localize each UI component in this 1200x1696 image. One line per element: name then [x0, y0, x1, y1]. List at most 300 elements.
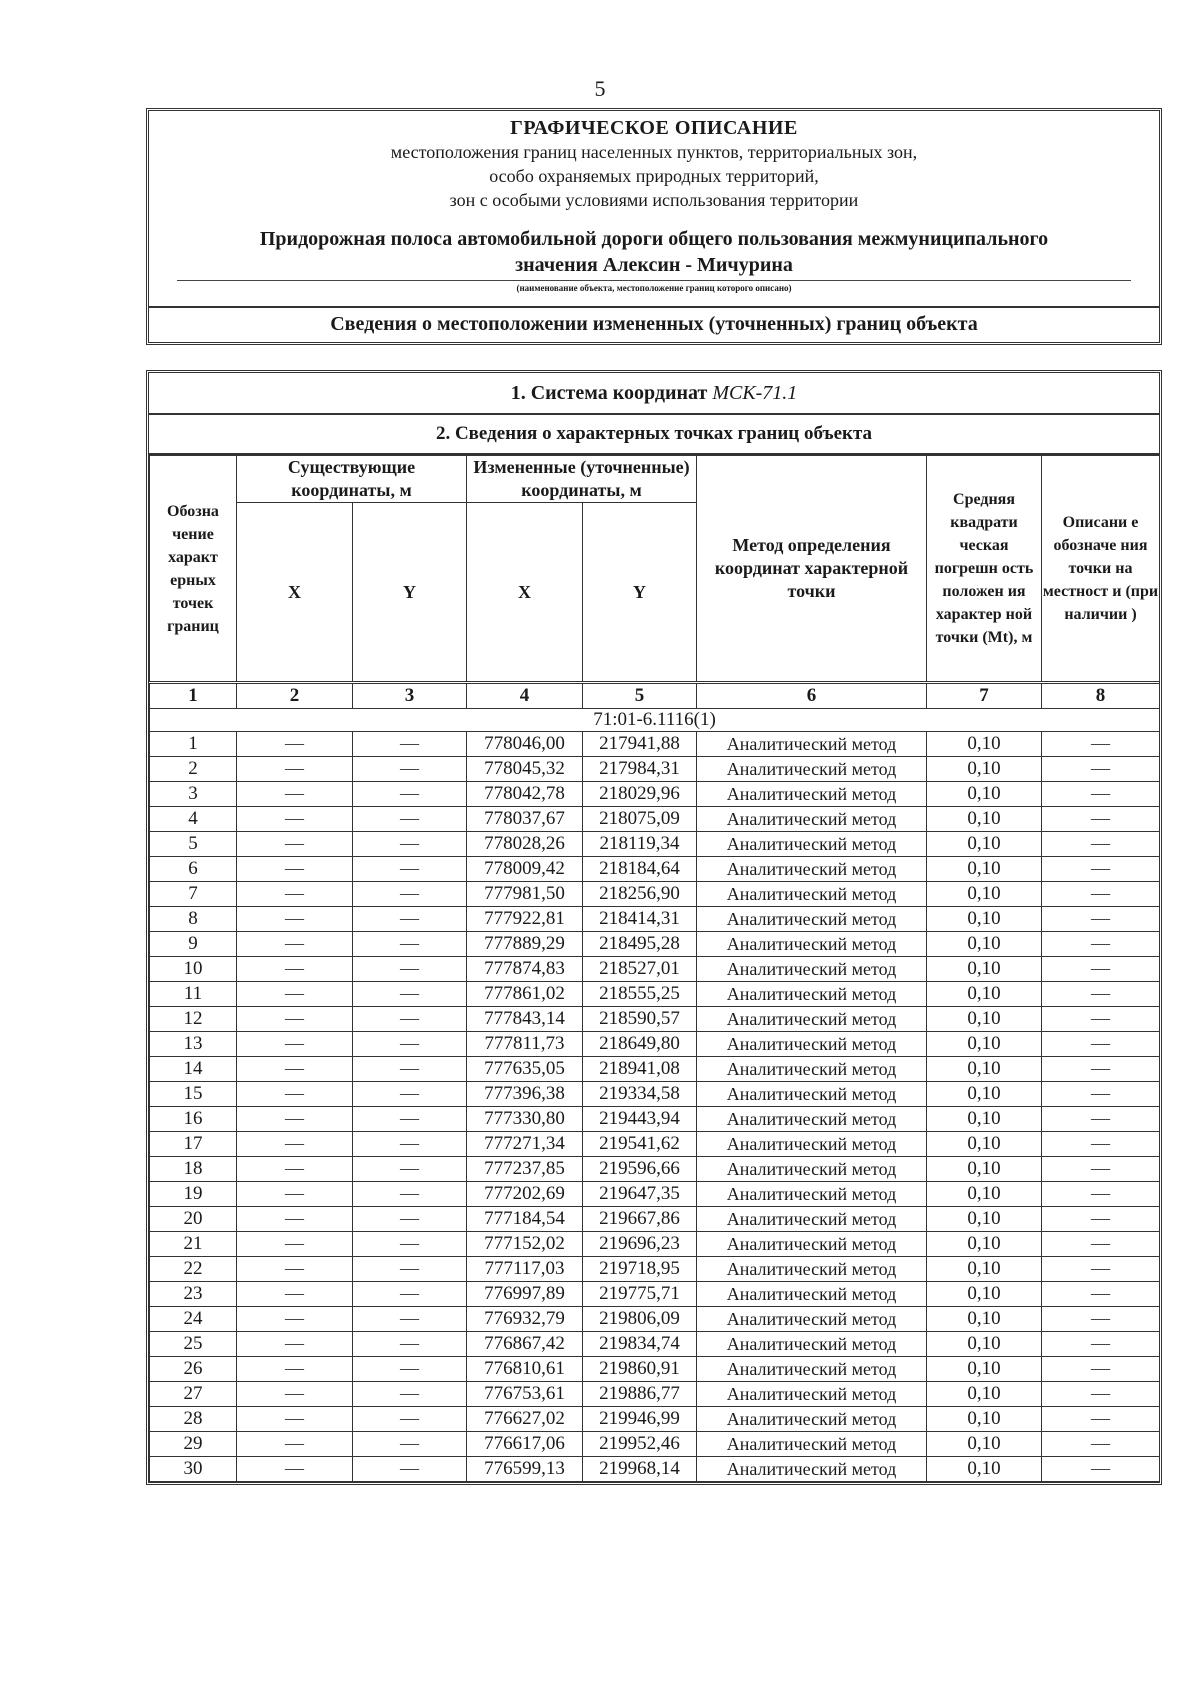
method-cell: Аналитический метод [697, 1132, 927, 1157]
existing-x-cell: — [237, 1182, 353, 1207]
existing-x-cell: — [237, 1207, 353, 1232]
changed-x-cell: 776867,42 [467, 1332, 583, 1357]
changed-y-cell: 219667,86 [583, 1207, 697, 1232]
mean-error-cell: 0,10 [927, 882, 1042, 907]
mean-error-cell: 0,10 [927, 1057, 1042, 1082]
changed-y-cell: 218495,28 [583, 932, 697, 957]
point-description-cell: — [1042, 1382, 1160, 1407]
changed-x-cell: 778045,32 [467, 757, 583, 782]
points-table [149, 455, 1160, 1482]
point-description-cell: — [1042, 1307, 1160, 1332]
column-number: 1 [150, 683, 237, 709]
existing-y-cell: — [353, 957, 467, 982]
point-number-cell: 29 [150, 1432, 237, 1457]
changed-x-cell: 778028,26 [467, 832, 583, 857]
existing-y-cell: — [353, 1007, 467, 1032]
point-description-cell: — [1042, 1207, 1160, 1232]
object-name-line-1: Придорожная полоса автомобильной дороги общего пользования межмуниципального [259, 228, 1049, 250]
point-number-cell: 19 [150, 1182, 237, 1207]
existing-y-cell: — [353, 1432, 467, 1457]
point-description-cell: — [1042, 1032, 1160, 1057]
table-row [150, 1332, 1160, 1357]
point-number-cell: 27 [150, 1382, 237, 1407]
changed-x-cell: 778046,00 [467, 732, 583, 757]
existing-y-cell: — [353, 757, 467, 782]
table-row [150, 907, 1160, 932]
existing-x-cell: — [237, 1357, 353, 1382]
existing-y-cell: — [353, 1332, 467, 1357]
changed-y-cell: 218184,64 [583, 857, 697, 882]
table-row [150, 1257, 1160, 1282]
point-number-cell: 8 [150, 907, 237, 932]
table-row [150, 857, 1160, 882]
method-cell: Аналитический метод [697, 1107, 927, 1132]
method-cell: Аналитический метод [697, 1232, 927, 1257]
existing-x-cell: — [237, 1157, 353, 1182]
table-row [150, 1007, 1160, 1032]
changed-y-cell: 219946,99 [583, 1407, 697, 1432]
mean-error-cell: 0,10 [927, 1307, 1042, 1332]
existing-y-cell: — [353, 1057, 467, 1082]
group-row [150, 709, 1160, 732]
table-row [150, 1457, 1160, 1482]
object-caption: (наименование объекта, местоположение границ которого описано) [516, 283, 792, 293]
header-line-1: местоположения границ населенных пунктов, территориальных зон, [390, 142, 918, 162]
mean-error-cell: 0,10 [927, 1207, 1042, 1232]
mean-error-cell: 0,10 [927, 1232, 1042, 1257]
point-number-cell: 13 [150, 1032, 237, 1057]
mean-error-cell: 0,10 [927, 1182, 1042, 1207]
coordinate-system-value: МСК-71.1 [712, 382, 798, 404]
changed-y-cell: 219541,62 [583, 1132, 697, 1157]
existing-y-cell: — [353, 882, 467, 907]
changed-y-cell: 219968,14 [583, 1457, 697, 1482]
existing-x-cell: — [237, 957, 353, 982]
mean-error-cell: 0,10 [927, 1457, 1042, 1482]
table-row [150, 1357, 1160, 1382]
changed-x-cell: 776599,13 [467, 1457, 583, 1482]
mean-error-cell: 0,10 [927, 1032, 1042, 1057]
column-number: 5 [583, 683, 697, 709]
table-row [150, 832, 1160, 857]
method-cell: Аналитический метод [697, 782, 927, 807]
point-description-cell: — [1042, 957, 1160, 982]
existing-x-cell: — [237, 1382, 353, 1407]
changed-x-cell: 777889,29 [467, 932, 583, 957]
table-row [150, 1107, 1160, 1132]
changed-x-cell: 776932,79 [467, 1307, 583, 1332]
existing-y-cell: — [353, 1082, 467, 1107]
changed-x-cell: 776810,61 [467, 1357, 583, 1382]
mean-error-cell: 0,10 [927, 757, 1042, 782]
existing-x-cell: — [237, 982, 353, 1007]
point-description-cell: — [1042, 1332, 1160, 1357]
changed-y-cell: 218029,96 [583, 782, 697, 807]
point-description-cell: — [1042, 782, 1160, 807]
point-description-cell: — [1042, 1232, 1160, 1257]
changed-y-cell: 218555,25 [583, 982, 697, 1007]
method-cell: Аналитический метод [697, 1457, 927, 1482]
point-description-cell: — [1042, 1357, 1160, 1382]
point-number-cell: 15 [150, 1082, 237, 1107]
method-cell: Аналитический метод [697, 1282, 927, 1307]
method-cell: Аналитический метод [697, 1307, 927, 1332]
point-description-cell: — [1042, 932, 1160, 957]
point-description-cell: — [1042, 832, 1160, 857]
existing-y-cell: — [353, 1357, 467, 1382]
method-cell: Аналитический метод [697, 1182, 927, 1207]
point-description-cell: — [1042, 882, 1160, 907]
existing-x-cell: — [237, 782, 353, 807]
method-cell: Аналитический метод [697, 1257, 927, 1282]
points-table-block [146, 370, 1162, 1485]
changed-x-cell: 778042,78 [467, 782, 583, 807]
method-cell: Аналитический метод [697, 1032, 927, 1057]
changed-x-cell: 777152,02 [467, 1232, 583, 1257]
existing-x-cell: — [237, 1132, 353, 1157]
table-row [150, 1232, 1160, 1257]
existing-x-cell: — [237, 1232, 353, 1257]
col-error-header: Средняя квадрати ческая погрешн ость положен ия характер ной точки (Mt), м [927, 456, 1042, 683]
mean-error-cell: 0,10 [927, 957, 1042, 982]
table-row [150, 1082, 1160, 1107]
existing-y-cell: — [353, 1307, 467, 1332]
changed-x-cell: 777981,50 [467, 882, 583, 907]
mean-error-cell: 0,10 [927, 1357, 1042, 1382]
mean-error-cell: 0,10 [927, 1432, 1042, 1457]
changed-x-cell: 777843,14 [467, 1007, 583, 1032]
changed-y-cell: 219952,46 [583, 1432, 697, 1457]
existing-x-cell: — [237, 732, 353, 757]
point-number-cell: 14 [150, 1057, 237, 1082]
existing-x-cell: — [237, 857, 353, 882]
method-cell: Аналитический метод [697, 882, 927, 907]
existing-y-cell: — [353, 1282, 467, 1307]
existing-x-cell: — [237, 1407, 353, 1432]
existing-y-cell: — [353, 907, 467, 932]
table-row [150, 1032, 1160, 1057]
table-row [150, 932, 1160, 957]
point-description-cell: — [1042, 1457, 1160, 1482]
point-description-cell: — [1042, 1157, 1160, 1182]
table-row [150, 782, 1160, 807]
existing-x-cell: — [237, 932, 353, 957]
existing-y-cell: — [353, 832, 467, 857]
method-cell: Аналитический метод [697, 907, 927, 932]
coordinate-system-row [149, 373, 1159, 415]
point-description-cell: — [1042, 1107, 1160, 1132]
point-description-cell: — [1042, 1407, 1160, 1432]
existing-x-cell: — [237, 1457, 353, 1482]
existing-x-cell: — [237, 882, 353, 907]
point-description-cell: — [1042, 1082, 1160, 1107]
table-row [150, 1382, 1160, 1407]
point-number-cell: 21 [150, 1232, 237, 1257]
point-number-cell: 26 [150, 1357, 237, 1382]
point-number-cell: 18 [150, 1157, 237, 1182]
method-cell: Аналитический метод [697, 932, 927, 957]
existing-y-cell: — [353, 1157, 467, 1182]
col-existing-x-header: X [237, 503, 353, 683]
column-number: 2 [237, 683, 353, 709]
existing-y-cell: — [353, 1182, 467, 1207]
mean-error-cell: 0,10 [927, 1382, 1042, 1407]
existing-y-cell: — [353, 1407, 467, 1432]
method-cell: Аналитический метод [697, 1332, 927, 1357]
existing-x-cell: — [237, 907, 353, 932]
changed-y-cell: 219886,77 [583, 1382, 697, 1407]
header-subtitle: Сведения о местоположении измененных (уточненных) границ объекта [149, 306, 1159, 342]
changed-y-cell: 219647,35 [583, 1182, 697, 1207]
changed-y-cell: 218119,34 [583, 832, 697, 857]
column-number: 3 [353, 683, 467, 709]
cadastral-group-label: 71:01-6.1116(1) [150, 709, 1160, 732]
existing-y-cell: — [353, 982, 467, 1007]
mean-error-cell: 0,10 [927, 1107, 1042, 1132]
point-description-cell: — [1042, 1257, 1160, 1282]
existing-y-cell: — [353, 1232, 467, 1257]
point-description-cell: — [1042, 1432, 1160, 1457]
changed-x-cell: 777184,54 [467, 1207, 583, 1232]
method-cell: Аналитический метод [697, 857, 927, 882]
table-row [150, 1182, 1160, 1207]
mean-error-cell: 0,10 [927, 1332, 1042, 1357]
col-existing-header: Существующие координаты, м [237, 456, 467, 503]
mean-error-cell: 0,10 [927, 807, 1042, 832]
col-description-header: Описани е обозначе ния точки на местност и (при наличии ) [1042, 456, 1160, 683]
existing-x-cell: — [237, 1282, 353, 1307]
mean-error-cell: 0,10 [927, 1132, 1042, 1157]
changed-y-cell: 219834,74 [583, 1332, 697, 1357]
existing-y-cell: — [353, 932, 467, 957]
method-cell: Аналитический метод [697, 1407, 927, 1432]
table-row [150, 1307, 1160, 1332]
mean-error-cell: 0,10 [927, 832, 1042, 857]
mean-error-cell: 0,10 [927, 782, 1042, 807]
table-row [150, 807, 1160, 832]
mean-error-cell: 0,10 [927, 932, 1042, 957]
page-number: 5 [594, 76, 606, 101]
col-existing-y-header: Y [353, 503, 467, 683]
changed-y-cell: 218256,90 [583, 882, 697, 907]
changed-x-cell: 777117,03 [467, 1257, 583, 1282]
existing-x-cell: — [237, 1032, 353, 1057]
point-number-cell: 3 [150, 782, 237, 807]
method-cell: Аналитический метод [697, 1082, 927, 1107]
point-number-cell: 30 [150, 1457, 237, 1482]
table-row [150, 1132, 1160, 1157]
existing-y-cell: — [353, 1032, 467, 1057]
column-number: 8 [1042, 683, 1160, 709]
point-number-cell: 22 [150, 1257, 237, 1282]
point-description-cell: — [1042, 1182, 1160, 1207]
changed-x-cell: 777635,05 [467, 1057, 583, 1082]
section-2-title: 2. Сведения о характерных точках границ объекта [149, 415, 1159, 455]
mean-error-cell: 0,10 [927, 1282, 1042, 1307]
object-name-line-2: значения Алексин - Мичурина [515, 254, 793, 276]
changed-y-cell: 218941,08 [583, 1057, 697, 1082]
existing-x-cell: — [237, 1257, 353, 1282]
changed-x-cell: 777237,85 [467, 1157, 583, 1182]
existing-x-cell: — [237, 832, 353, 857]
changed-x-cell: 776753,61 [467, 1382, 583, 1407]
changed-x-cell: 776997,89 [467, 1282, 583, 1307]
existing-y-cell: — [353, 1257, 467, 1282]
table-row [150, 882, 1160, 907]
changed-x-cell: 776627,02 [467, 1407, 583, 1432]
changed-y-cell: 219596,66 [583, 1157, 697, 1182]
point-description-cell: — [1042, 757, 1160, 782]
column-number: 6 [697, 683, 927, 709]
object-underline [177, 280, 1131, 281]
changed-y-cell: 218649,80 [583, 1032, 697, 1057]
existing-y-cell: — [353, 1107, 467, 1132]
point-number-cell: 23 [150, 1282, 237, 1307]
changed-y-cell: 218075,09 [583, 807, 697, 832]
col-changed-y-header: Y [583, 503, 697, 683]
column-number-row [150, 683, 1160, 709]
point-number-cell: 7 [150, 882, 237, 907]
existing-x-cell: — [237, 1307, 353, 1332]
point-number-cell: 24 [150, 1307, 237, 1332]
changed-y-cell: 218414,31 [583, 907, 697, 932]
existing-x-cell: — [237, 757, 353, 782]
changed-y-cell: 218527,01 [583, 957, 697, 982]
mean-error-cell: 0,10 [927, 1082, 1042, 1107]
existing-y-cell: — [353, 1457, 467, 1482]
mean-error-cell: 0,10 [927, 907, 1042, 932]
method-cell: Аналитический метод [697, 757, 927, 782]
changed-x-cell: 777861,02 [467, 982, 583, 1007]
point-description-cell: — [1042, 907, 1160, 932]
table-row [150, 1057, 1160, 1082]
point-description-cell: — [1042, 1282, 1160, 1307]
changed-x-cell: 777922,81 [467, 907, 583, 932]
header-line-3: зон с особыми условиями использования территории [449, 190, 859, 210]
point-description-cell: — [1042, 1007, 1160, 1032]
existing-x-cell: — [237, 1107, 353, 1132]
changed-x-cell: 777396,38 [467, 1082, 583, 1107]
point-number-cell: 25 [150, 1332, 237, 1357]
col-designation-header: Обозна чение характ ерных точек границ [150, 456, 237, 683]
method-cell: Аналитический метод [697, 957, 927, 982]
table-row [150, 1282, 1160, 1307]
changed-x-cell: 777330,80 [467, 1107, 583, 1132]
mean-error-cell: 0,10 [927, 1407, 1042, 1432]
existing-x-cell: — [237, 1082, 353, 1107]
point-number-cell: 11 [150, 982, 237, 1007]
point-number-cell: 1 [150, 732, 237, 757]
mean-error-cell: 0,10 [927, 857, 1042, 882]
point-description-cell: — [1042, 857, 1160, 882]
table-row [150, 1407, 1160, 1432]
point-description-cell: — [1042, 982, 1160, 1007]
mean-error-cell: 0,10 [927, 1007, 1042, 1032]
existing-y-cell: — [353, 857, 467, 882]
existing-y-cell: — [353, 1132, 467, 1157]
existing-x-cell: — [237, 1007, 353, 1032]
table-row [150, 982, 1160, 1007]
point-number-cell: 20 [150, 1207, 237, 1232]
existing-x-cell: — [237, 1057, 353, 1082]
existing-x-cell: — [237, 1332, 353, 1357]
point-number-cell: 12 [150, 1007, 237, 1032]
existing-y-cell: — [353, 732, 467, 757]
point-number-cell: 16 [150, 1107, 237, 1132]
table-row [150, 1157, 1160, 1182]
point-number-cell: 10 [150, 957, 237, 982]
point-description-cell: — [1042, 732, 1160, 757]
existing-y-cell: — [353, 1207, 467, 1232]
object-name [149, 226, 1159, 278]
point-number-cell: 28 [150, 1407, 237, 1432]
point-description-cell: — [1042, 807, 1160, 832]
changed-y-cell: 219718,95 [583, 1257, 697, 1282]
mean-error-cell: 0,10 [927, 982, 1042, 1007]
col-method-header: Метод определения координат характерной точки [697, 456, 927, 683]
header-block [146, 108, 1162, 345]
changed-y-cell: 219860,91 [583, 1357, 697, 1382]
method-cell: Аналитический метод [697, 807, 927, 832]
coordinate-system-label: 1. Система координат [510, 382, 713, 404]
table-row [150, 1207, 1160, 1232]
changed-x-cell: 777811,73 [467, 1032, 583, 1057]
table-row [150, 957, 1160, 982]
point-number-cell: 2 [150, 757, 237, 782]
method-cell: Аналитический метод [697, 832, 927, 857]
method-cell: Аналитический метод [697, 732, 927, 757]
changed-y-cell: 219696,23 [583, 1232, 697, 1257]
method-cell: Аналитический метод [697, 1007, 927, 1032]
col-changed-x-header: X [467, 503, 583, 683]
method-cell: Аналитический метод [697, 1157, 927, 1182]
table-row [150, 757, 1160, 782]
changed-y-cell: 219334,58 [583, 1082, 697, 1107]
existing-y-cell: — [353, 807, 467, 832]
mean-error-cell: 0,10 [927, 732, 1042, 757]
point-number-cell: 9 [150, 932, 237, 957]
method-cell: Аналитический метод [697, 1057, 927, 1082]
method-cell: Аналитический метод [697, 982, 927, 1007]
existing-y-cell: — [353, 1382, 467, 1407]
point-number-cell: 17 [150, 1132, 237, 1157]
changed-x-cell: 778037,67 [467, 807, 583, 832]
table-row [150, 732, 1160, 757]
existing-x-cell: — [237, 807, 353, 832]
point-description-cell: — [1042, 1057, 1160, 1082]
changed-x-cell: 778009,42 [467, 857, 583, 882]
table-row [150, 1432, 1160, 1457]
changed-x-cell: 777874,83 [467, 957, 583, 982]
point-description-cell: — [1042, 1132, 1160, 1157]
point-number-cell: 6 [150, 857, 237, 882]
existing-y-cell: — [353, 782, 467, 807]
point-number-cell: 5 [150, 832, 237, 857]
changed-y-cell: 217941,88 [583, 732, 697, 757]
method-cell: Аналитический метод [697, 1207, 927, 1232]
document-title: ГРАФИЧЕСКОЕ ОПИСАНИЕ [510, 117, 798, 139]
changed-x-cell: 776617,06 [467, 1432, 583, 1457]
column-number: 7 [927, 683, 1042, 709]
changed-y-cell: 219775,71 [583, 1282, 697, 1307]
changed-y-cell: 218590,57 [583, 1007, 697, 1032]
changed-y-cell: 219806,09 [583, 1307, 697, 1332]
existing-x-cell: — [237, 1432, 353, 1457]
col-changed-header: Измененные (уточненные) координаты, м [467, 456, 697, 503]
mean-error-cell: 0,10 [927, 1257, 1042, 1282]
changed-x-cell: 777202,69 [467, 1182, 583, 1207]
method-cell: Аналитический метод [697, 1357, 927, 1382]
